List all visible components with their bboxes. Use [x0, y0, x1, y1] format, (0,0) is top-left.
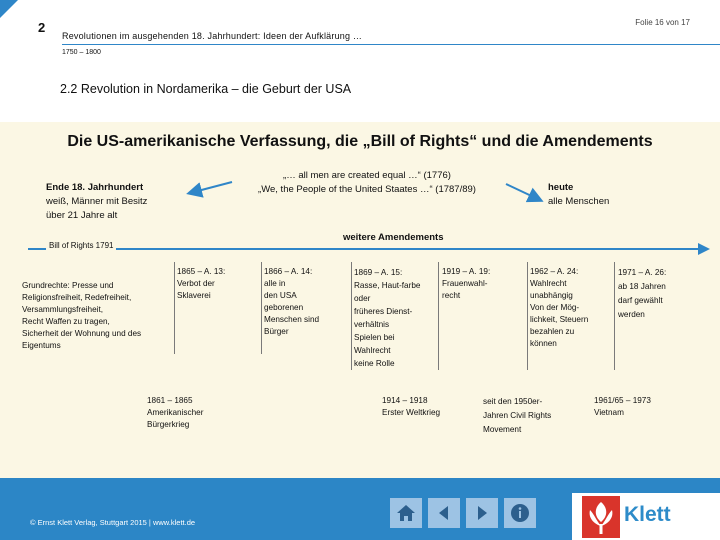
grundrechte-line: Versammlungsfreiheit,	[22, 305, 103, 314]
amendment-line: unabhängig	[530, 291, 573, 300]
event-civil-war	[147, 395, 203, 431]
amendment-line: recht	[442, 291, 461, 300]
amendment-line: Von der Mög-	[530, 303, 580, 312]
amendment-title: 1962 – A. 24:	[530, 267, 579, 276]
arrow-left	[190, 182, 232, 193]
amendment-line: Menschen sind	[264, 315, 320, 324]
amendment-line: Spielen bei	[354, 333, 395, 342]
klett-logo-icon	[582, 496, 620, 538]
amendment-line: können	[530, 339, 557, 348]
timeline-arrowhead	[698, 243, 710, 255]
section-title: 2.2 Revolution in Nordamerika – die Geburt der USA	[60, 82, 352, 96]
amendment-line: geborenen	[264, 303, 304, 312]
grundrechte-line: Grundrechte: Presse und	[22, 281, 114, 290]
weitere-amendements-label: weitere Amendements	[343, 232, 444, 243]
back-button[interactable]	[428, 498, 460, 528]
amendment-title: 1971 – A. 26:	[618, 268, 667, 277]
main-title: Die US-amerikanische Verfassung, die „Bill of Rights“ und die Amendements	[67, 133, 653, 150]
left-line-1: weiß, Männer mit Besitz	[46, 196, 148, 207]
amendment-line: werden	[618, 310, 645, 319]
amendment-line: lichkeit, Steuern	[530, 315, 589, 324]
info-icon	[510, 503, 530, 523]
right-heading: heute	[548, 182, 574, 193]
bill-of-rights-label: Bill of Rights 1791	[46, 241, 116, 250]
event-vietnam	[594, 395, 651, 419]
amendment-line: Frauenwahl-	[442, 279, 488, 288]
divider	[174, 262, 175, 354]
divider	[351, 262, 352, 370]
amendment-line: Wahlrecht	[354, 346, 391, 355]
right-block	[548, 181, 609, 209]
amendment-line: Verbot der	[177, 279, 215, 288]
home-icon	[396, 504, 416, 522]
arrow-right	[506, 184, 540, 200]
connector-arrows	[0, 0, 720, 240]
amendment-line: alle in	[264, 279, 286, 288]
amendment-line: ab 18 Jahren	[618, 282, 666, 291]
klett-logo-text: Klett	[624, 503, 671, 526]
event-ww1	[382, 395, 440, 419]
amendment-26	[618, 266, 708, 322]
event-line: seit den 1950er-	[483, 397, 543, 406]
amendment-line: keine Rolle	[354, 359, 395, 368]
event-line: Amerikanischer	[147, 408, 204, 417]
years-range: 1750 – 1800	[62, 49, 101, 56]
chapter-number: 2	[38, 20, 46, 35]
copyright-text: © Ernst Klett Verlag, Stuttgart 2015 | www.klett.de	[30, 518, 196, 527]
amendment-line: bezahlen zu	[530, 327, 575, 336]
amendment-14	[264, 266, 349, 338]
amendment-line: den USA	[264, 291, 297, 300]
left-line-2: über 21 Jahre alt	[46, 210, 118, 221]
amendment-24	[530, 266, 614, 350]
event-line: Jahren Civil Rights	[483, 411, 552, 420]
amendment-line: Wahlrecht	[530, 279, 567, 288]
amendment-line: Bürger	[264, 327, 289, 336]
divider	[527, 262, 528, 370]
grundrechte-line: Eigentums	[22, 341, 61, 350]
event-line: 1961/65 – 1973	[594, 396, 651, 405]
amendment-title: 1869 – A. 15:	[354, 268, 403, 277]
info-button[interactable]	[504, 498, 536, 528]
home-button[interactable]	[390, 498, 422, 528]
amendment-13	[177, 266, 259, 302]
event-line: 1861 – 1865	[147, 396, 193, 405]
amendment-line: früheres Dienst-	[354, 307, 413, 316]
event-line: Movement	[483, 425, 522, 434]
amendment-line: verhältnis	[354, 320, 390, 329]
event-line: Bürgerkrieg	[147, 420, 190, 429]
slide-counter: Folie 16 von 17	[635, 18, 690, 27]
quote-line-2: „We, the People of the United Staates …“ (1787/89)	[258, 184, 476, 195]
header-title: Revolutionen im ausgehenden 18. Jahrhundert: Ideen der Aufklärung …	[62, 31, 363, 41]
divider	[261, 262, 262, 354]
back-icon	[436, 505, 452, 521]
forward-icon	[474, 505, 490, 521]
amendment-15	[354, 266, 438, 370]
forward-button[interactable]	[466, 498, 498, 528]
event-line: Erster Weltkrieg	[382, 408, 441, 417]
grundrechte-line: Sicherheit der Wohnung und des	[22, 329, 142, 338]
right-line-1: alle Menschen	[548, 196, 610, 207]
amendment-19	[442, 266, 526, 302]
timeline-line	[28, 248, 700, 250]
amendment-line: darf gewählt	[618, 296, 663, 305]
event-civil-rights	[483, 395, 551, 437]
event-line: 1914 – 1918	[382, 396, 428, 405]
grundrechte-line: Recht Waffen zu tragen,	[22, 317, 110, 326]
amendment-line: oder	[354, 294, 371, 303]
amendment-title: 1865 – A. 13:	[177, 267, 226, 276]
amendment-line: Rasse, Haut-farbe	[354, 281, 421, 290]
divider	[614, 262, 615, 370]
amendment-line: Sklaverei	[177, 291, 211, 300]
divider	[438, 262, 439, 370]
amendment-title: 1919 – A. 19:	[442, 267, 491, 276]
grundrechte-line: Religionsfreiheit, Redefreiheit,	[22, 293, 132, 302]
left-heading: Ende 18. Jahrhundert	[46, 182, 144, 193]
event-line: Vietnam	[594, 408, 624, 417]
amendment-title: 1866 – A. 14:	[264, 267, 313, 276]
quote-line-1: „… all men are created equal …“ (1776)	[283, 170, 451, 181]
grundrechte-block	[22, 280, 172, 352]
